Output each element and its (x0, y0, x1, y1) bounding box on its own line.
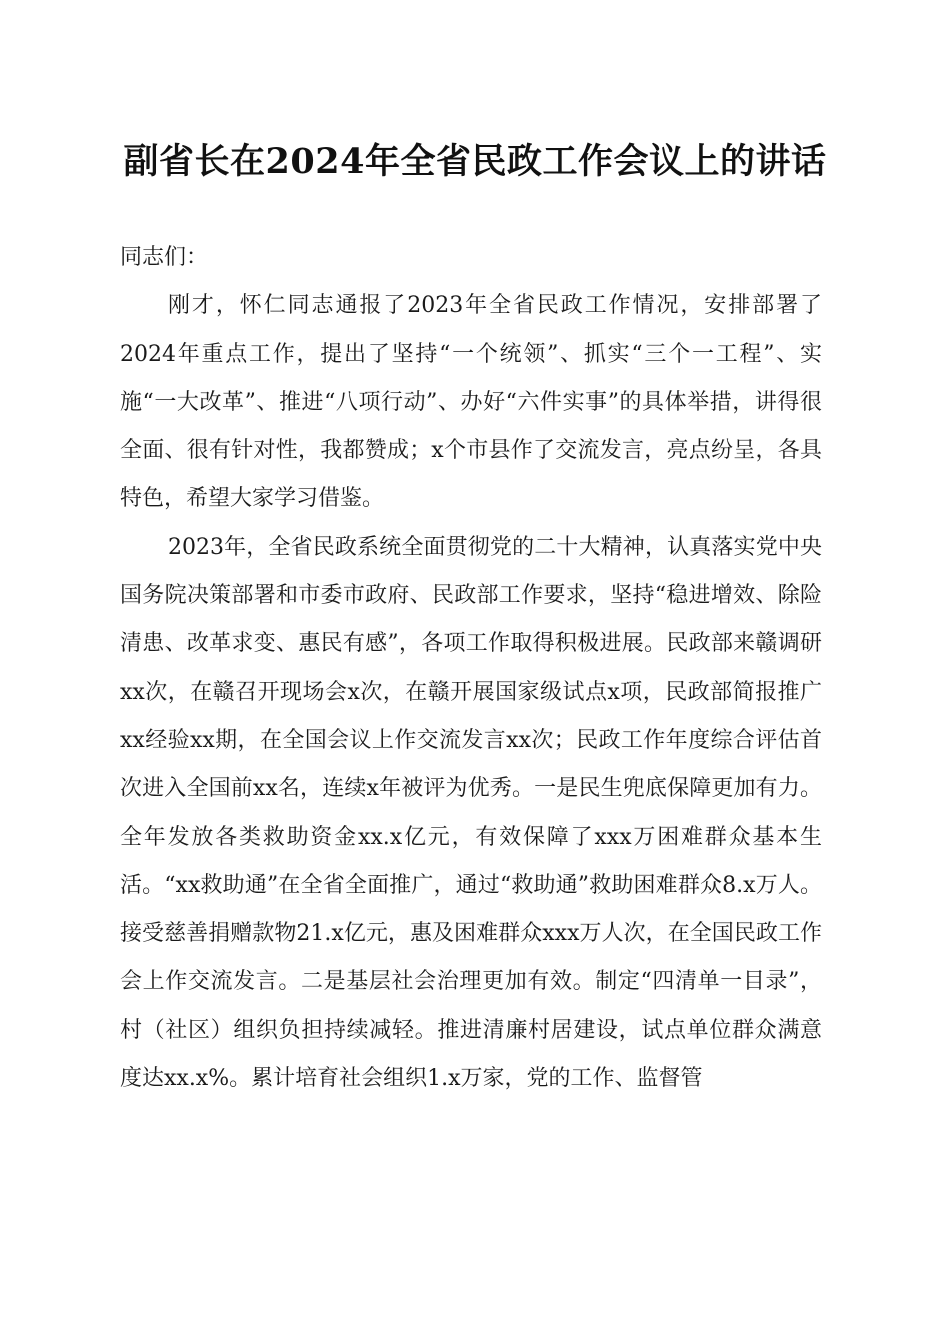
document-body (120, 234, 822, 1103)
document-title: 副省长在2024年全省民政工作会议上的讲话 (123, 141, 827, 182)
paragraph: 2023年，全省民政系统全面贯彻党的二十大精神，认真落实党中央国务院决策部署和市委市政府、民政部工作要求，坚持“稳进增效、除险清患、改革求变、惠民有感”，各项工作取得积极进展。民政部来赣调研xx次，在赣召开现场会x次，在赣开展国家级试点x项，民政部简报推广xx经验xx期，在全国会议上作交流发言xx次；民政工作年度综合评估首次进入全国前xx名，连续x年被评为优秀。一是民生兜底保障更加有力。全年发放各类救助资金xx.x亿元，有效保障了xxx万困难群众基本生活。“xx救助通”在全省全面推广，通过“救助通”救助困难群众8.x万人。接受慈善捐赠款物21.x亿元，惠及困难群众xxx万人次，在全国民政工作会上作交流发言。二是基层社会治理更加有效。制定“四清单一目录”，村（社区）组织负担持续减轻。推进清廉村居建设，试点单位群众满意度达xx.x%。累计培育社会组织1.x万家，党的工作、监督管 (120, 534, 822, 1092)
salutation: 同志们： (120, 245, 209, 270)
paragraph: 刚才，怀仁同志通报了2023年全省民政工作情况，安排部署了2024年重点工作，提出了坚持“一个统领”、抓实“三个一工程”、实施“一大改革”、推进“八项行动”、办好“六件实事”的具体举措，讲得很全面、很有针对性，我都赞成；x个市县作了交流发言，亮点纷呈，各具特色，希望大家学习借鉴。 (120, 293, 822, 512)
